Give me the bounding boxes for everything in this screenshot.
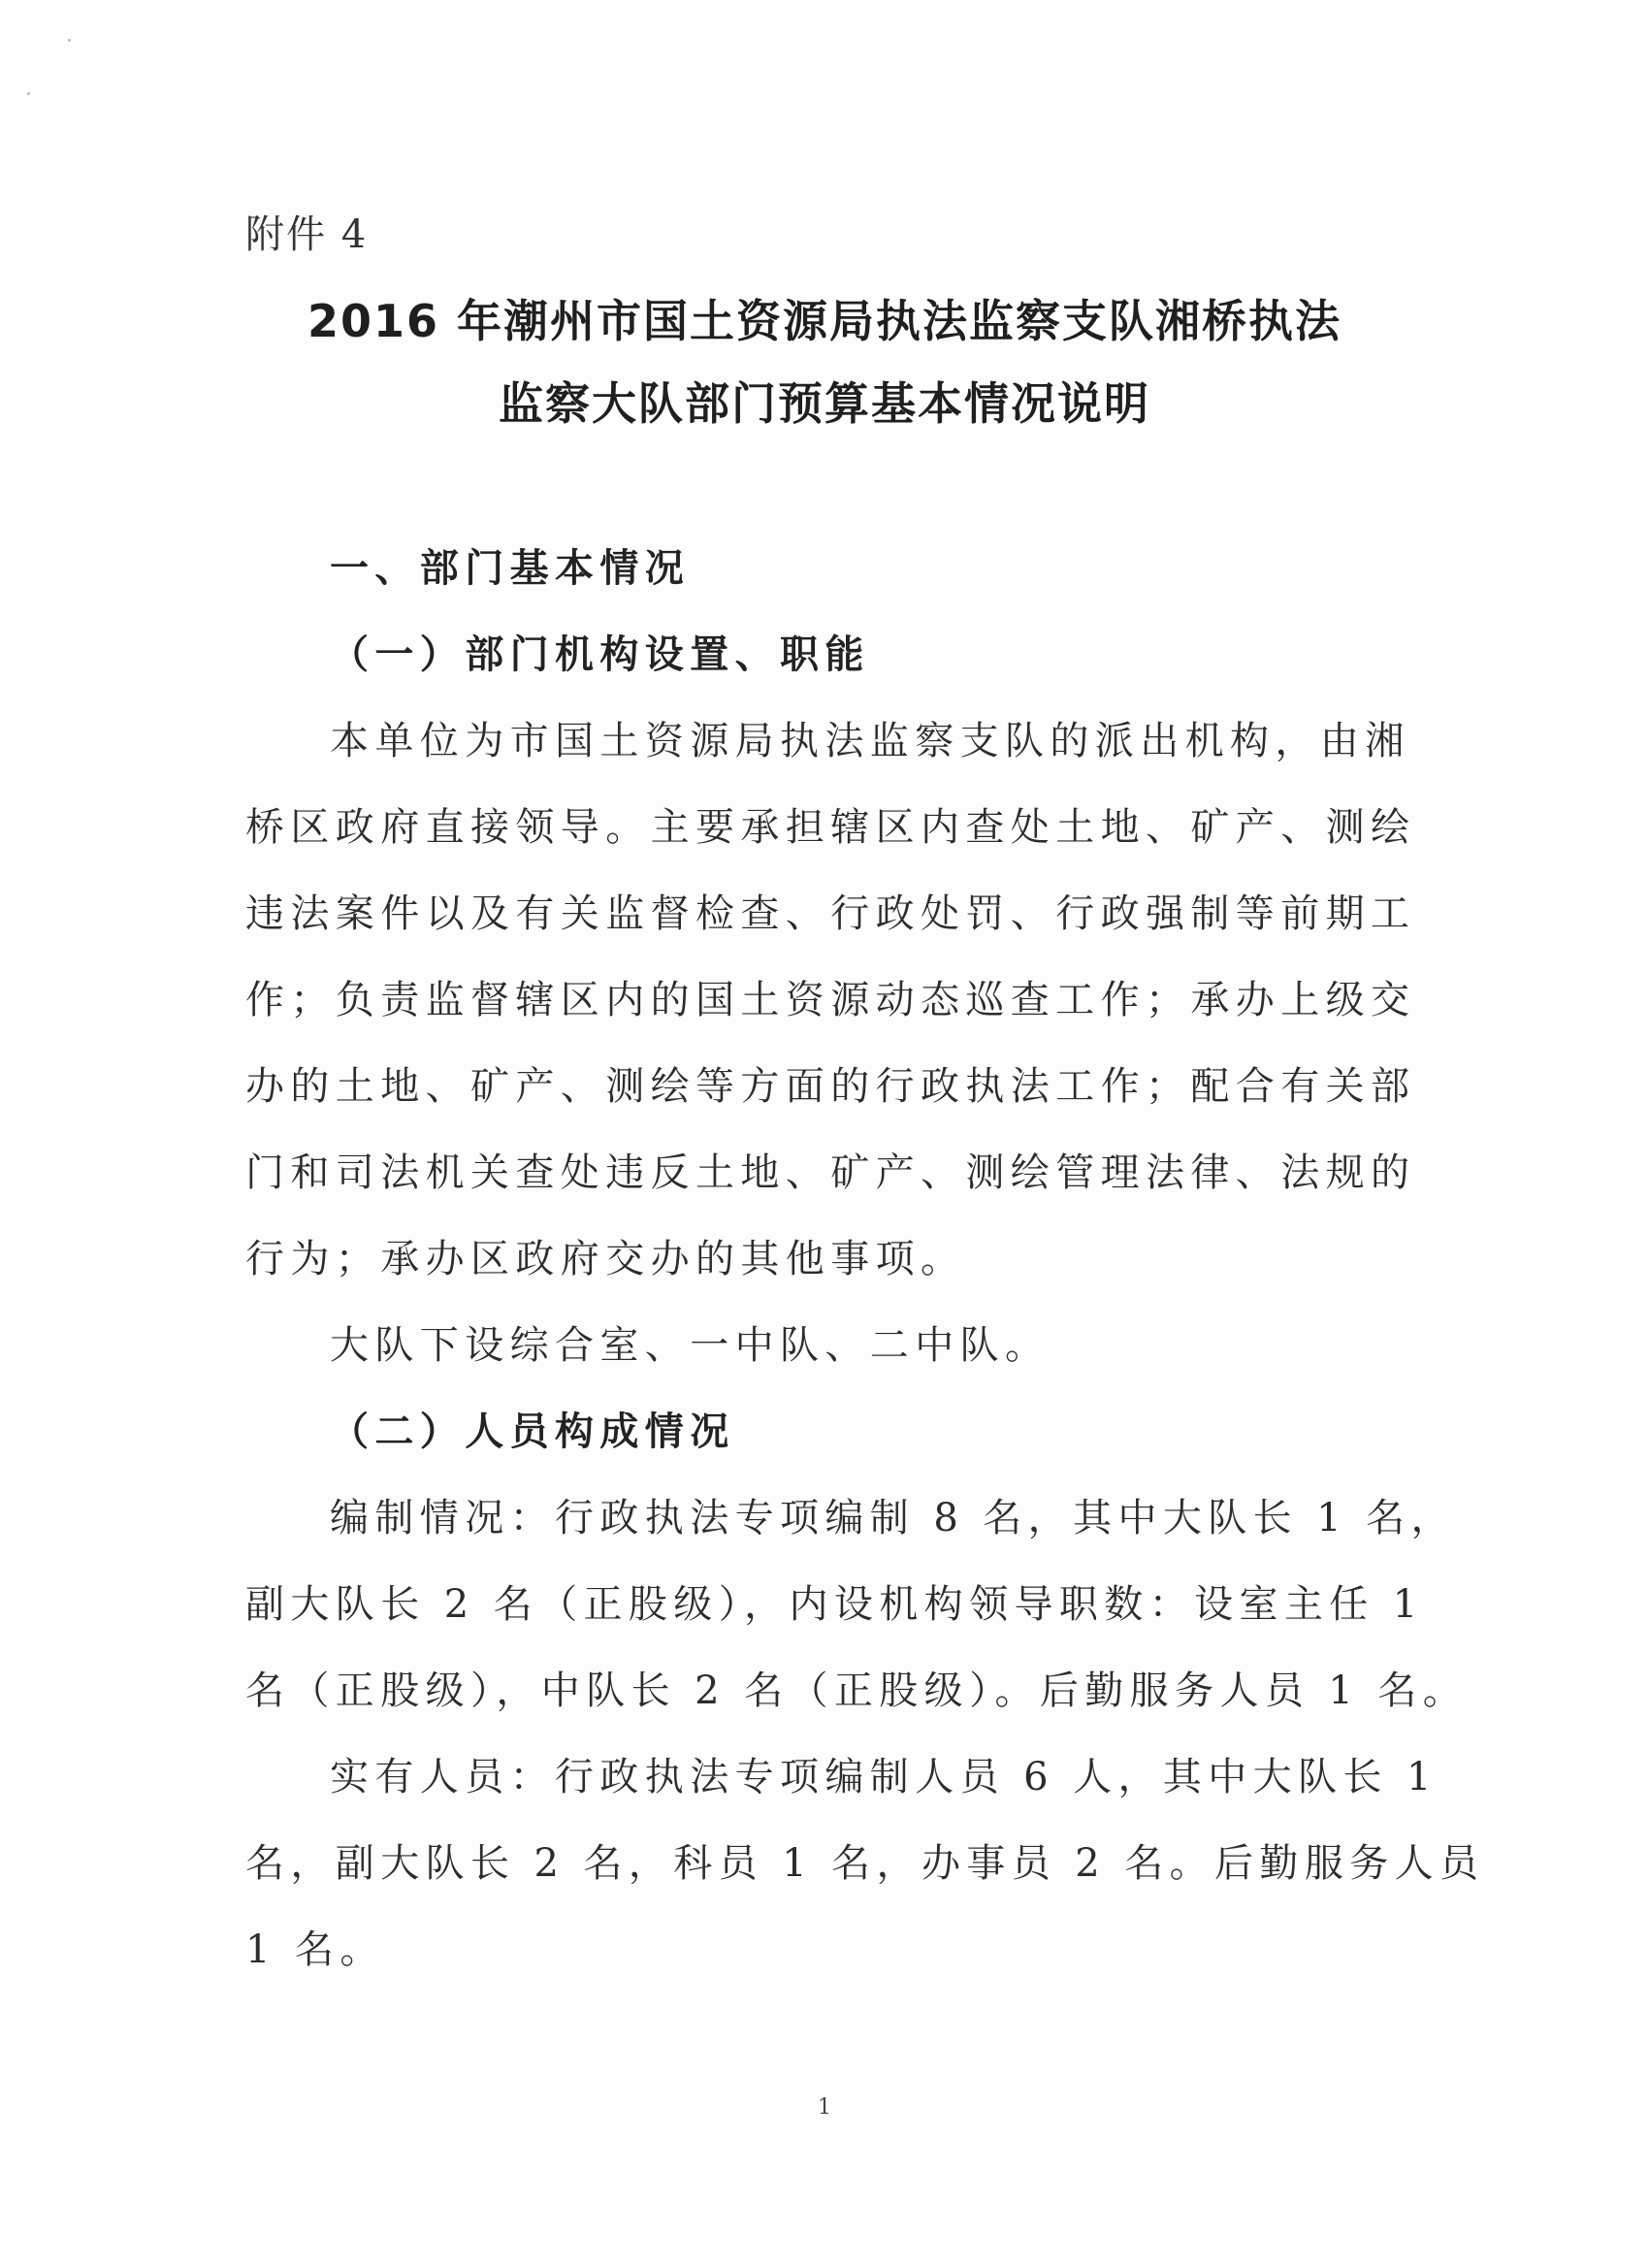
- document-title-line-1: 2016 年潮州市国土资源局执法监察支队湘桥执法: [307, 295, 1342, 347]
- attachment-label: 附件 4: [245, 212, 369, 257]
- paragraph-line: 办的土地、矿产、测绘等方面的行政执法工作；配合有关部: [245, 1064, 1416, 1109]
- paragraph-line: 行为；承办区政府交办的其他事项。: [245, 1237, 966, 1281]
- paragraph-line: 编制情况：行政执法专项编制 8 名，其中大队长 1 名，: [330, 1496, 1456, 1540]
- paragraph-line: 违法案件以及有关监督检查、行政处罚、行政强制等前期工: [245, 891, 1416, 936]
- paragraph-line: 门和司法机关查处违反土地、矿产、测绘管理法律、法规的: [245, 1150, 1416, 1195]
- paragraph-line: 本单位为市国土资源局执法监察支队的派出机构，由湘: [330, 719, 1410, 763]
- paragraph-line: 实有人员：行政执法专项编制人员 6 人，其中大队长 1: [330, 1755, 1438, 1799]
- scan-speck: [27, 92, 30, 95]
- paragraph-line: 名，副大队长 2 名，科员 1 名，办事员 2 名。后勤服务人员: [245, 1841, 1485, 1886]
- paragraph-line: 大队下设综合室、一中队、二中队。: [330, 1323, 1051, 1368]
- subsection-heading: （二）人员构成情况: [330, 1409, 735, 1454]
- page-number: 1: [818, 2095, 831, 2120]
- scan-speck: [68, 39, 71, 42]
- section-heading: 一、部门基本情况: [330, 546, 691, 591]
- subsection-heading: （一）部门机构设置、职能: [330, 632, 870, 677]
- document-title-line-2: 监察大队部门预算基本情况说明: [499, 377, 1150, 430]
- paragraph-line: 名（正股级），中队长 2 名（正股级）。后勤服务人员 1 名。: [245, 1669, 1469, 1713]
- paragraph-line: 桥区政府直接领导。主要承担辖区内查处土地、矿产、测绘: [245, 805, 1416, 850]
- paragraph-line: 作；负责监督辖区内的国土资源动态巡查工作；承办上级交: [245, 978, 1416, 1022]
- paragraph-line: 1 名。: [245, 1928, 385, 1972]
- paragraph-line: 副大队长 2 名（正股级），内设机构领导职数：设室主任 1: [245, 1582, 1424, 1627]
